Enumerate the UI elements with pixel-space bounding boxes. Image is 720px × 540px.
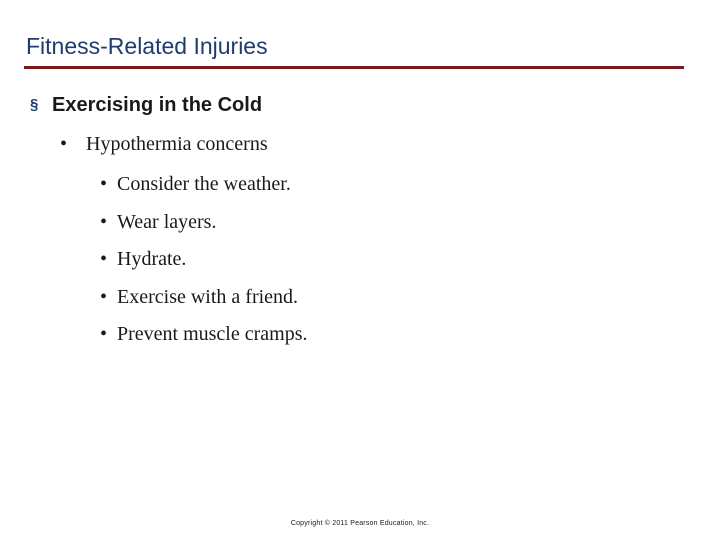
list-item [100, 282, 308, 320]
copyright-footer: Copyright © 2011 Pearson Education, Inc. [290, 520, 430, 527]
heading-exercising-in-the-cold [30, 90, 262, 120]
bullet-icon: • [60, 133, 68, 155]
list-item-text: Exercise with a friend. [117, 285, 299, 308]
slide-title: Fitness-Related Injuries [26, 33, 268, 59]
bullet-icon: • [100, 323, 108, 345]
subheading-hypothermia-concerns [60, 130, 268, 158]
list-item-text: Prevent muscle cramps. [117, 323, 308, 345]
list-item [100, 169, 308, 207]
section-bullet-icon: § [30, 96, 39, 113]
title-divider [24, 66, 684, 69]
bullet-icon: • [100, 173, 108, 195]
list-item [100, 244, 308, 282]
list-item [100, 207, 308, 245]
bullet-icon: • [100, 210, 108, 233]
bullet-icon: • [100, 248, 108, 270]
list-item [100, 319, 308, 357]
list-item-text: Hydrate. [117, 248, 187, 270]
heading-text: Exercising in the Cold [52, 94, 263, 116]
list-item-text: Wear layers. [117, 210, 217, 233]
list-item-text: Consider the weather. [117, 173, 291, 195]
bullet-icon: • [100, 285, 108, 308]
hypothermia-tips-list [100, 169, 308, 357]
subheading-text: Hypothermia concerns [86, 133, 268, 155]
